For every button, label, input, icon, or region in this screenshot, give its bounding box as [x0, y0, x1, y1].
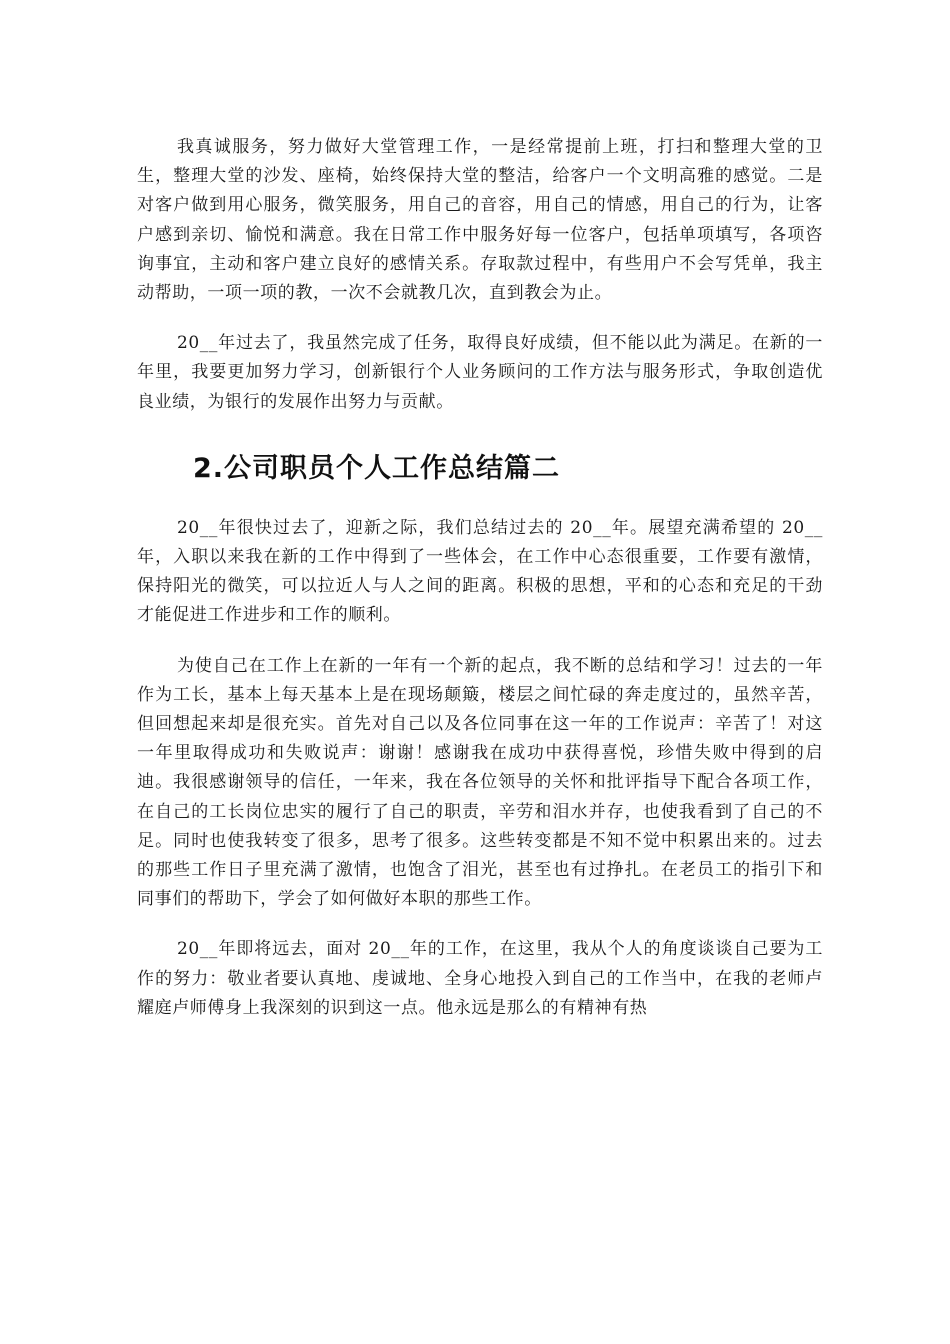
section-heading: 2.公司职员个人工作总结篇二 [193, 452, 561, 484]
document-body [137, 133, 823, 1044]
paragraph-year-review: 20__年过去了，我虽然完成了任务，取得良好成绩，但不能以此为满足。在新的一年里，我要更加努力学习，创新银行个人业务顾问的工作方法与服务形式，争取创造优良业绩，为银行的发展作出努力与贡献。 [137, 333, 823, 412]
paragraph-foreman-reflection: 为使自己在工作上在新的一年有一个新的起点，我不断的总结和学习！过去的一年作为工长，基本上每天基本上是在现场颠簸，楼层之间忙碌的奔走度过的，虽然辛苦，但回想起来却是很充实。首先对自己以及各位同事在这一年的工作说声：辛苦了！对这一年里取得成功和失败说声：谢谢！感谢我在成功中获得喜悦，珍惜失败中得到的启迪。我很感谢领导的信任，一年来，我在各位领导的关怀和批评指导下配合各项工作，在自己的工长岗位忠实的履行了自己的职责，辛劳和泪水并存，也使我看到了自己的不足。同时也使我转变了很多，思考了很多。这些转变都是不知不觉中积累出来的。过去的那些工作日子里充满了激情，也饱含了泪光，甚至也有过挣扎。在老员工的指引下和同事们的帮助下，学会了如何做好本职的那些工作。 [137, 655, 823, 910]
paragraph-new-year: 20__年很快过去了，迎新之际，我们总结过去的 20__年。展望充满希望的 20__年，入职以来我在新的工作中得到了一些体会，在工作中心态很重要，工作要有激情，保持阳光的微笑，可以拉近人与人之间的距离。积极的思想，平和的心态和充足的干劲才能促进工作进步和工作的顺利。 [137, 517, 823, 626]
paragraph-lobby-service: 我真诚服务，努力做好大堂管理工作，一是经常提前上班，打扫和整理大堂的卫生，整理大堂的沙发、座椅，始终保持大堂的整洁，给客户一个文明高雅的感觉。二是对客户做到用心服务，微笑服务，用自己的音容，用自己的情感，用自己的行为，让客户感到亲切、愉悦和满意。我在日常工作中服务好每一位客户，包括单项填写，各项咨询事宜，主动和客户建立良好的感情关系。存取款过程中，有些用户不会写凭单，我主动帮助，一项一项的教，一次不会就教几次，直到教会为止。 [137, 137, 823, 304]
paragraph-work-effort: 20__年即将远去，面对 20__年的工作，在这里，我从个人的角度谈谈自己要为工作的努力：敬业者要认真地、虔诚地、全身心地投入到自己的工作当中，在我的老师卢耀庭卢师傅身上我深刻的识到这一点。他永远是那么的有精神有热 [137, 939, 823, 1018]
